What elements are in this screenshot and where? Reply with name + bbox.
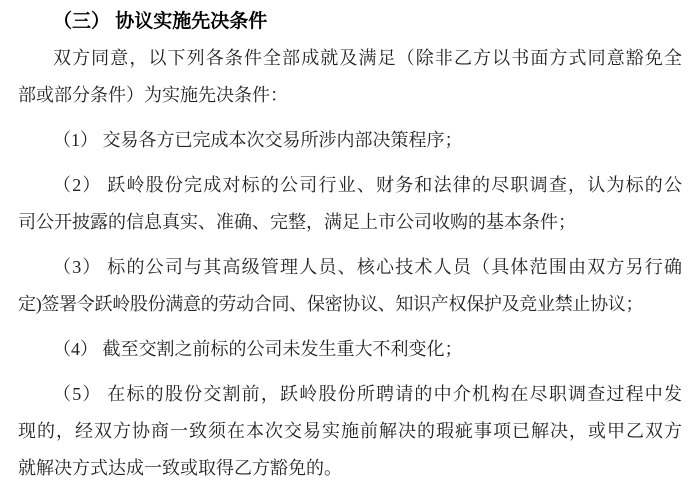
paragraph-line: （5） 在标的股份交割前，跃岭股份所聘请的中介机构在尽职调查过程中发 (53, 384, 682, 404)
paragraph (18, 249, 682, 323)
paragraph (18, 167, 682, 241)
paragraph (18, 122, 682, 159)
paragraph-line: 司公开披露的信息真实、准确、完整，满足上市公司收购的基本条件； (18, 212, 576, 232)
paragraph-line: 现的，经双方协商一致须在本次交易实施前解决的瑕疵事项已解决，或甲乙双方 (18, 421, 682, 441)
paragraph-line: 部或部分条件）为实施先决条件： (18, 85, 288, 105)
paragraph (18, 331, 682, 368)
paragraph-line: 就解决方式达成一致或取得乙方豁免的。 (18, 458, 342, 478)
paragraph-line: 定)签署令跃岭股份满意的劳动合同、保密协议、知识产权保护及竞业禁止协议； (18, 294, 644, 314)
paragraph-line: 双方同意，以下列各条件全部成就及满足（除非乙方以书面方式同意豁免全 (53, 48, 682, 68)
paragraph (18, 376, 682, 487)
paragraph (18, 40, 682, 114)
paragraph-line: （1） 交易各方已完成本次交易所涉内部决策程序； (53, 130, 463, 150)
paragraph-line: （3） 标的公司与其高级管理人员、核心技术人员（具体范围由双方另行确 (53, 257, 682, 277)
section-heading: （三） 协议实施先决条件 (53, 11, 268, 32)
paragraph-line: （2） 跃岭股份完成对标的公司行业、财务和法律的尽职调查，认为标的公 (53, 175, 682, 195)
paragraph-line: （4） 截至交割之前标的公司未发生重大不利变化； (53, 339, 463, 359)
